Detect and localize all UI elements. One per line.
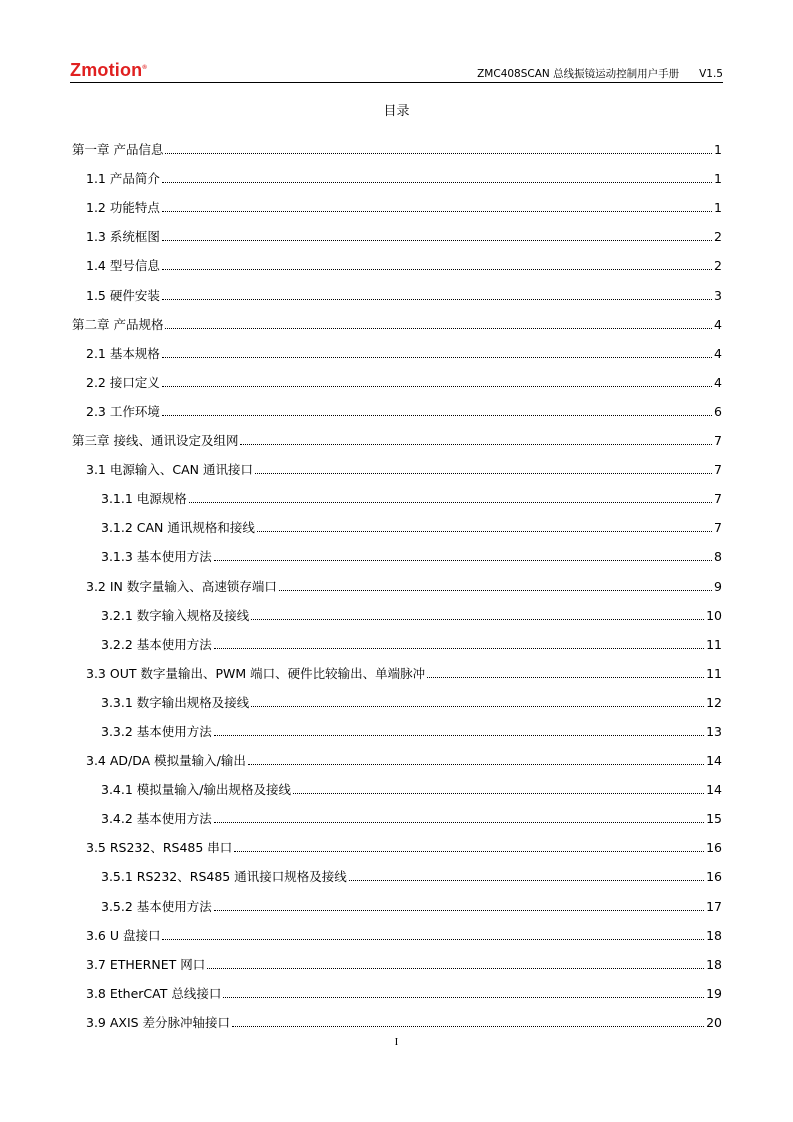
- toc-entry-page: 1: [714, 200, 722, 216]
- toc-entry-page: 6: [714, 403, 722, 419]
- toc-entry[interactable]: [72, 130, 722, 159]
- toc-entry-title: 3.6 U 盘接口: [86, 927, 161, 943]
- toc-entry[interactable]: [72, 799, 722, 828]
- toc-entry[interactable]: [72, 537, 722, 566]
- header-title: [477, 66, 723, 81]
- dot-leader: [240, 444, 712, 445]
- toc-entry-page: 1: [714, 142, 722, 158]
- toc-entry[interactable]: [72, 654, 722, 683]
- toc-entry-page: 8: [714, 549, 722, 565]
- toc-entry[interactable]: [72, 246, 722, 275]
- toc-entry[interactable]: [72, 1003, 722, 1032]
- toc-entry-page: 10: [706, 607, 722, 623]
- toc-entry-title: 3.1.3 基本使用方法: [101, 549, 212, 565]
- toc-entry-title: 2.1 基本规格: [86, 345, 160, 361]
- dot-leader: [162, 211, 712, 212]
- toc-entry[interactable]: [72, 828, 722, 857]
- toc-entry-title: 3.3.1 数字输出规格及接线: [101, 694, 250, 710]
- toc-entry-title: 3.7 ETHERNET 网口: [86, 956, 206, 972]
- toc-entry-title: 第三章 接线、通讯设定及组网: [72, 433, 239, 449]
- toc-entry-title: 2.2 接口定义: [86, 374, 160, 390]
- toc-entry-page: 20: [706, 1014, 722, 1030]
- toc-entry[interactable]: [72, 334, 722, 363]
- toc-entry[interactable]: [72, 886, 722, 915]
- toc-entry-page: 7: [714, 462, 722, 478]
- toc-entry[interactable]: [72, 770, 722, 799]
- dot-leader: [214, 822, 704, 823]
- toc-entry-title: 第二章 产品规格: [72, 316, 164, 332]
- dot-leader: [189, 502, 712, 503]
- toc-entry-page: 7: [714, 520, 722, 536]
- toc-entry-title: 3.1 电源输入、CAN 通讯接口: [86, 462, 253, 478]
- toc-entry-page: 2: [714, 229, 722, 245]
- table-of-contents: [72, 130, 722, 1032]
- toc-entry[interactable]: [72, 945, 722, 974]
- dot-leader: [162, 269, 712, 270]
- toc-entry[interactable]: [72, 857, 722, 886]
- toc-entry[interactable]: [72, 683, 722, 712]
- toc-entry[interactable]: [72, 741, 722, 770]
- toc-entry-page: 11: [706, 665, 722, 681]
- toc-entry-title: 3.5.2 基本使用方法: [101, 898, 212, 914]
- toc-entry-title: 1.1 产品简介: [86, 171, 160, 187]
- toc-entry-page: 7: [714, 491, 722, 507]
- toc-entry-page: 12: [706, 694, 722, 710]
- page-header: [70, 58, 723, 83]
- dot-leader: [214, 910, 704, 911]
- registered-mark: ®: [142, 65, 148, 71]
- dot-leader: [165, 153, 712, 154]
- toc-entry[interactable]: [72, 421, 722, 450]
- dot-leader: [248, 764, 704, 765]
- toc-entry-page: 14: [706, 753, 722, 769]
- toc-entry-title: 3.2.1 数字输入规格及接线: [101, 607, 250, 623]
- toc-entry-title: 3.8 EtherCAT 总线接口: [86, 985, 222, 1001]
- toc-entry-title: 3.1.2 CAN 通讯规格和接线: [101, 520, 255, 536]
- page-number: I: [394, 1036, 399, 1048]
- toc-entry-title: 3.5 RS232、RS485 串口: [86, 840, 233, 856]
- toc-entry-title: 3.3.2 基本使用方法: [101, 723, 212, 739]
- toc-entry-page: 9: [714, 578, 722, 594]
- toc-entry-page: 3: [714, 287, 722, 303]
- toc-entry[interactable]: [72, 508, 722, 537]
- toc-entry-title: 3.4.1 模拟量输入/输出规格及接线: [101, 782, 291, 798]
- toc-entry-page: 13: [706, 723, 722, 739]
- toc-entry-title: 3.4.2 基本使用方法: [101, 811, 212, 827]
- toc-entry[interactable]: [72, 625, 722, 654]
- toc-entry-title: 1.5 硬件安装: [86, 287, 160, 303]
- toc-entry-title: 3.5.1 RS232、RS485 通讯接口规格及接线: [101, 869, 347, 885]
- dot-leader: [255, 473, 712, 474]
- toc-entry-page: 11: [706, 636, 722, 652]
- dot-leader: [257, 531, 712, 532]
- dot-leader: [165, 328, 712, 329]
- dot-leader: [223, 997, 704, 998]
- toc-entry[interactable]: [72, 305, 722, 334]
- dot-leader: [214, 648, 704, 649]
- dot-leader: [279, 590, 712, 591]
- dot-leader: [234, 851, 704, 852]
- toc-entry-page: 18: [706, 956, 722, 972]
- toc-entry-page: 16: [706, 840, 722, 856]
- toc-entry-title: 2.3 工作环境: [86, 403, 160, 419]
- toc-entry[interactable]: [72, 363, 722, 392]
- toc-entry-page: 2: [714, 258, 722, 274]
- dot-leader: [293, 793, 704, 794]
- toc-entry-page: 16: [706, 869, 722, 885]
- toc-entry-title: 3.1.1 电源规格: [101, 491, 187, 507]
- dot-leader: [162, 939, 704, 940]
- manual-title: ZMC408SCAN 总线振镜运动控制用户手册: [477, 68, 680, 80]
- toc-entry[interactable]: [72, 275, 722, 304]
- toc-entry[interactable]: [72, 916, 722, 945]
- dot-leader: [162, 357, 712, 358]
- toc-entry-title: 3.9 AXIS 差分脉冲轴接口: [86, 1014, 231, 1030]
- dot-leader: [232, 1026, 704, 1027]
- toc-entry-page: 1: [714, 171, 722, 187]
- toc-entry-title: 3.2 IN 数字量输入、高速锁存端口: [86, 578, 277, 594]
- dot-leader: [427, 677, 704, 678]
- dot-leader: [349, 880, 704, 881]
- toc-entry-title: 3.2.2 基本使用方法: [101, 636, 212, 652]
- toc-entry[interactable]: [72, 596, 722, 625]
- version-label: V1.5: [699, 68, 723, 80]
- toc-entry-title: 1.3 系统框图: [86, 229, 160, 245]
- toc-entry-title: 1.4 型号信息: [86, 258, 160, 274]
- toc-entry-page: 7: [714, 433, 722, 449]
- logo-text: Zmotion: [70, 60, 143, 80]
- dot-leader: [162, 299, 712, 300]
- dot-leader: [162, 182, 712, 183]
- toc-entry[interactable]: [72, 566, 722, 595]
- dot-leader: [162, 415, 712, 416]
- dot-leader: [214, 560, 712, 561]
- toc-entry-page: 4: [714, 316, 722, 332]
- toc-heading: 目录: [383, 104, 410, 119]
- toc-entry-title: 3.4 AD/DA 模拟量输入/输出: [86, 753, 246, 769]
- dot-leader: [214, 735, 704, 736]
- toc-entry[interactable]: [72, 159, 722, 188]
- toc-entry-page: 4: [714, 345, 722, 361]
- toc-entry-title: 第一章 产品信息: [72, 142, 164, 158]
- toc-entry-title: 3.3 OUT 数字量输出、PWM 端口、硬件比较输出、单端脉冲: [86, 665, 426, 681]
- toc-entry[interactable]: [72, 974, 722, 1003]
- dot-leader: [251, 706, 704, 707]
- toc-entry[interactable]: [72, 712, 722, 741]
- toc-entry-page: 19: [706, 985, 722, 1001]
- dot-leader: [162, 386, 712, 387]
- toc-entry-page: 4: [714, 374, 722, 390]
- toc-entry-page: 18: [706, 927, 722, 943]
- toc-entry[interactable]: [72, 188, 722, 217]
- toc-entry[interactable]: [72, 217, 722, 246]
- toc-entry[interactable]: [72, 479, 722, 508]
- toc-entry-title: 1.2 功能特点: [86, 200, 160, 216]
- toc-entry-page: 14: [706, 782, 722, 798]
- toc-entry-page: 17: [706, 898, 722, 914]
- dot-leader: [207, 968, 704, 969]
- zmotion-logo: [70, 60, 147, 81]
- toc-entry-page: 15: [706, 811, 722, 827]
- toc-entry[interactable]: [72, 392, 722, 421]
- dot-leader: [162, 240, 712, 241]
- dot-leader: [251, 619, 704, 620]
- toc-entry[interactable]: [72, 450, 722, 479]
